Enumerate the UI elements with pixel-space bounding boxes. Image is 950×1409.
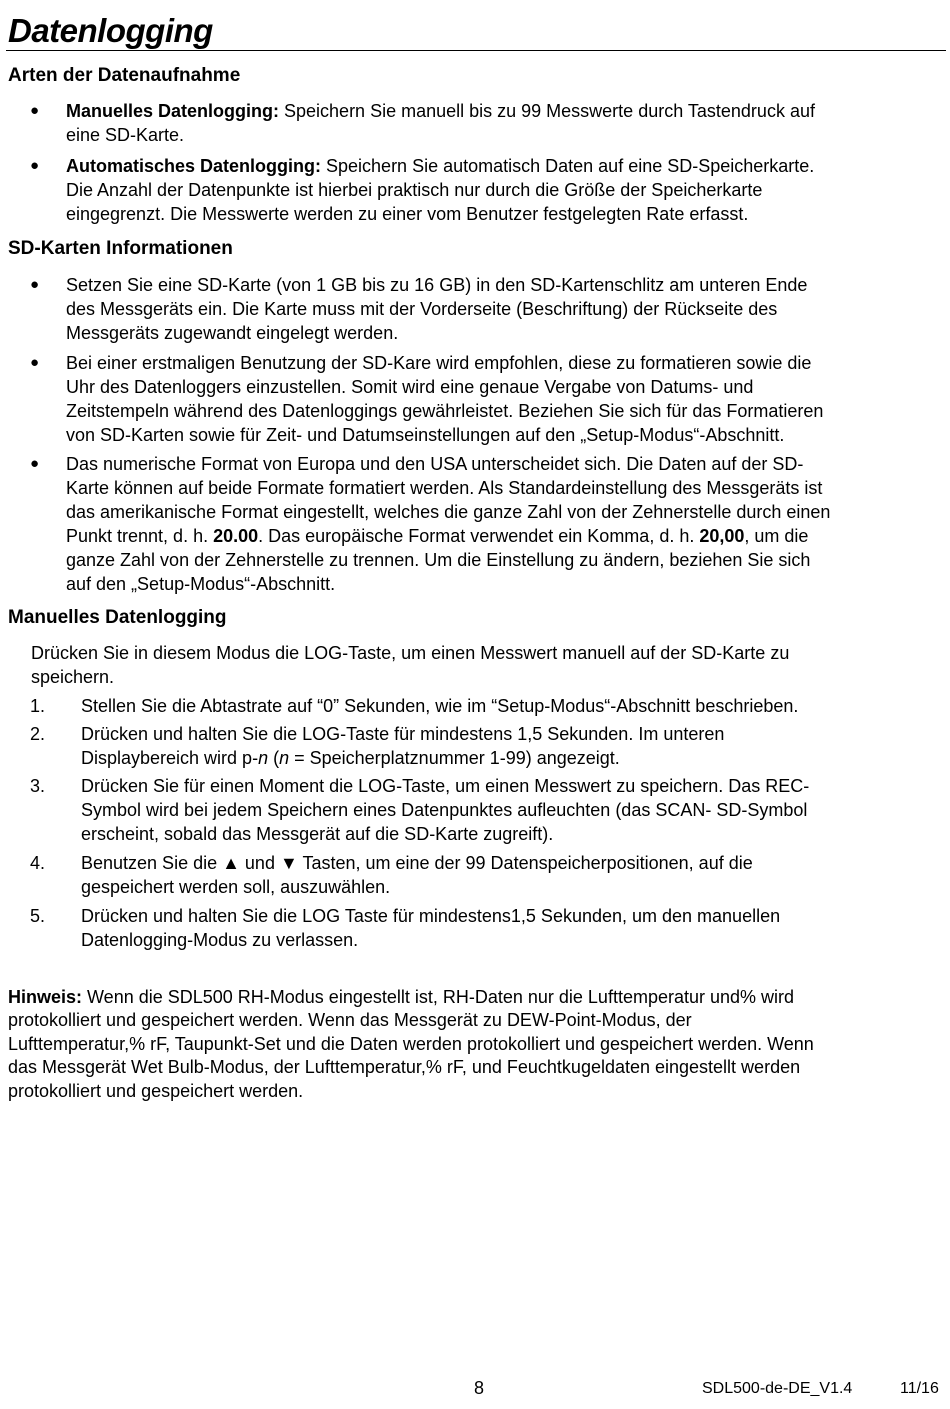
list-item-line: eine SD-Karte.	[66, 125, 185, 145]
list-item-line: Setzen Sie eine SD-Karte (von 1 GB bis zu 16 GB) in den SD-Kartenschlitz am unteren Ende	[66, 275, 808, 295]
step-line: gespeichert werden soll, auszuwählen.	[81, 877, 391, 897]
step-line: Displaybereich wird p-n (n = Speicherplatznummer 1-99) angezeigt.	[81, 748, 620, 768]
note-line: protokolliert und gespeichert werden.	[8, 1081, 304, 1101]
step-number: 3.	[30, 776, 46, 796]
paragraph-line: Drücken Sie in diesem Modus die LOG-Taste, um einen Messwert manuell auf der SD-Karte zu	[31, 643, 790, 663]
list-item-line: Uhr des Datenloggers einzustellen. Somit wird eine genaue Vergabe von Datums- und	[66, 377, 754, 397]
list-item-line: auf den „Setup-Modus“-Abschnitt.	[66, 574, 336, 594]
list-item-line: das amerikanische Format eingestellt, welches die ganze Zahl von der Zehnerstelle durch einen	[66, 502, 831, 522]
step-number: 5.	[30, 906, 46, 926]
list-item-line: Das numerische Format von Europa und den USA unterscheidet sich. Die Daten auf der SD-	[66, 454, 804, 474]
page-number: 8	[474, 1378, 485, 1398]
step-line: erscheint, sobald das Messgerät auf die SD-Karte zugreift).	[81, 824, 554, 844]
paragraph-line: speichern.	[31, 667, 115, 687]
step-line: Benutzen Sie die ▲ und ▼ Tasten, um eine der 99 Datenspeicherpositionen, auf die	[81, 853, 753, 873]
note-line: Hinweis: Wenn die SDL500 RH-Modus eingestellt ist, RH-Daten nur die Lufttemperatur und% wird	[8, 987, 795, 1007]
list-item-line: Messgeräts zugewandt eingelegt werden.	[66, 323, 399, 343]
list-item-manual-logging: Manuelles Datenlogging: Speichern Sie manuell bis zu 99 Messwerte durch Tastendruck auf	[66, 101, 815, 121]
eu-format-example: 20,00	[699, 526, 745, 546]
note-line: protokolliert und gespeichert werden. Wenn das Messgerät zu DEW-Point-Modus, der	[8, 1010, 692, 1030]
step-line: Drücken Sie für einen Moment die LOG-Taste, um einen Messwert zu speichern. Das REC-	[81, 776, 810, 796]
bullet-icon: ●	[30, 276, 40, 293]
step-line: Symbol wird bei jedem Speichern eines Datenpunktes aufleuchten (das SCAN- SD-Symbol	[81, 800, 808, 820]
list-item-line: Die Anzahl der Datenpunkte ist hierbei praktisch nur durch die Größe der Speicherkarte	[66, 180, 763, 200]
step-number: 2.	[30, 724, 46, 744]
step-line: Stellen Sie die Abtastrate auf “0” Sekunden, wie im “Setup-Modus“-Abschnitt beschrieben.	[81, 696, 799, 716]
list-item-line: eingegrenzt. Die Messwerte werden zu einer vom Benutzer festgelegten Rate erfasst.	[66, 204, 749, 224]
list-item-line: Zeitstempeln während des Datenloggings gewährleistet. Beziehen Sie sich für das Formatieren	[66, 401, 824, 421]
section-heading-sd-card-info: SD-Karten Informationen	[8, 238, 233, 259]
bullet-icon: ●	[30, 102, 40, 119]
bullet-icon: ●	[30, 354, 40, 371]
term-manual-logging: Manuelles Datenlogging:	[66, 101, 280, 121]
list-item-line: von SD-Karten sowie für Zeit- und Datumseinstellungen auf den „Setup-Modus“-Abschnitt.	[66, 425, 785, 445]
section-heading-recording-types: Arten der Datenaufnahme	[8, 65, 241, 86]
note-line: Lufttemperatur,% rF, Taupunkt-Set und die Daten werden protokolliert und gespeichert werden. Wenn	[8, 1034, 814, 1054]
list-item-line: Punkt trennt, d. h. 20.00. Das europäische Format verwendet ein Komma, d. h. 20,00, um die	[66, 526, 809, 546]
page-of-total: 11/16	[900, 1380, 939, 1397]
note-label: Hinweis:	[8, 987, 83, 1007]
bullet-icon: ●	[30, 157, 40, 174]
step-line: Drücken und halten Sie die LOG-Taste für mindestens 1,5 Sekunden. Im unteren	[81, 724, 725, 744]
list-item-line: Bei einer erstmaligen Benutzung der SD-Kare wird empfohlen, diese zu formatieren sowie die	[66, 353, 812, 373]
term-auto-logging: Automatisches Datenlogging:	[66, 156, 322, 176]
section-heading-manual-logging: Manuelles Datenlogging	[8, 607, 227, 628]
title-rule	[6, 50, 946, 51]
step-number: 1.	[30, 696, 46, 716]
step-line: Drücken und halten Sie die LOG Taste für mindestens1,5 Sekunden, um den manuellen	[81, 906, 781, 926]
step-number: 4.	[30, 853, 46, 873]
list-item-line: Karte können auf beide Formate formatiert werden. Als Standardeinstellung des Messgeräts ist	[66, 478, 823, 498]
note-line: das Messgerät Wet Bulb-Modus, der Lufttemperatur,% rF, und Feuchtkugeldaten eingestellt werden	[8, 1057, 801, 1077]
document-id: SDL500-de-DE_V1.4	[702, 1380, 853, 1397]
bullet-icon: ●	[30, 455, 40, 472]
list-item-auto-logging: Automatisches Datenlogging: Speichern Sie automatisch Daten auf eine SD-Speicherkarte.	[66, 156, 815, 176]
us-format-example: 20.00	[213, 526, 259, 546]
page-title: Datenlogging	[8, 12, 213, 49]
list-item-line: ganze Zahl von der Zehnerstelle zu trennen. Um die Einstellung zu ändern, beziehen Sie sich	[66, 550, 811, 570]
step-line: Datenlogging-Modus zu verlassen.	[81, 930, 359, 950]
list-item-line: des Messgeräts ein. Die Karte muss mit der Vorderseite (Beschriftung) der Rückseite des	[66, 299, 778, 319]
